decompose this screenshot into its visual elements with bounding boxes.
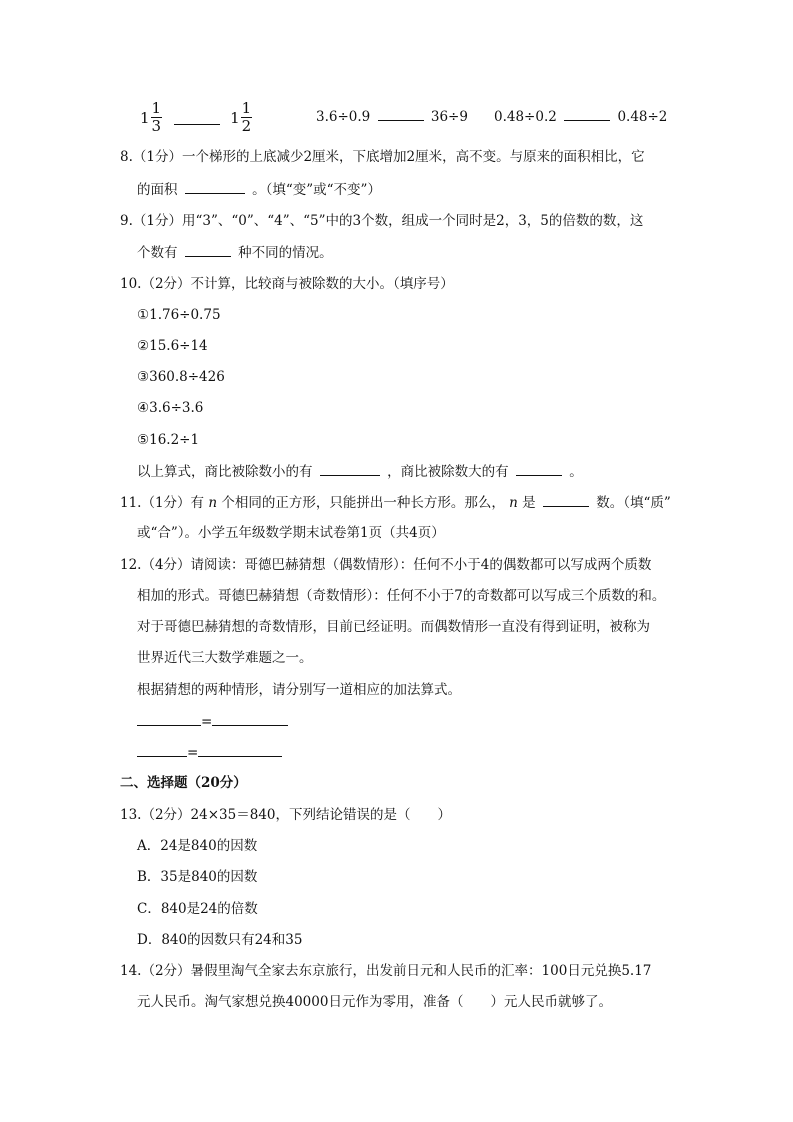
q11-line2: 或“合”）。小学五年级数学期末试卷第1页（共4页） bbox=[137, 525, 445, 541]
q14-line2: 元人民币。淘气家想兑换40000日元作为零用，准备（ ）元人民币就够了。 bbox=[137, 994, 612, 1010]
text: 。（填“变”或“不变”） bbox=[252, 182, 381, 198]
text: 。 bbox=[569, 464, 583, 480]
answer-blank[interactable] bbox=[137, 712, 201, 726]
q13-option-c[interactable]: C．840是24的倍数 bbox=[137, 901, 258, 917]
q10-stem: 10.（2分）不计算，比较商与被除数的大小。（填序号） bbox=[120, 276, 454, 292]
fraction bbox=[241, 100, 253, 135]
equals-sign: = bbox=[201, 714, 213, 730]
mixed-whole: 1 bbox=[230, 108, 240, 127]
answer-blank[interactable] bbox=[564, 107, 610, 121]
mixed-number-1-1-2 bbox=[230, 100, 252, 135]
q12-equation-1 bbox=[137, 712, 288, 731]
answer-blank[interactable] bbox=[543, 493, 589, 507]
answer-blank[interactable] bbox=[174, 111, 220, 125]
q12-line2: 相加的形式。哥德巴赫猜想（奇数情形）：任何不小于7的奇数都可以写成三个质数的和。 bbox=[137, 588, 666, 604]
equals-sign: = bbox=[187, 745, 199, 761]
answer-blank[interactable] bbox=[185, 243, 231, 257]
text: 个数有 bbox=[137, 245, 178, 261]
answer-blank[interactable] bbox=[516, 462, 562, 476]
answer-blank[interactable] bbox=[198, 743, 282, 757]
text: 种不同的情况。 bbox=[238, 245, 333, 261]
q13-option-d[interactable]: D．840的因数只有24和35 bbox=[137, 932, 303, 948]
text: 以上算式，商比被除数小的有 bbox=[137, 464, 313, 480]
answer-blank[interactable] bbox=[212, 712, 288, 726]
q10-item-1: ①1.76÷0.75 bbox=[137, 307, 221, 323]
fraction bbox=[151, 100, 163, 135]
q12-equation-2 bbox=[137, 743, 282, 762]
text: ，商比被除数大的有 bbox=[387, 464, 509, 480]
numerator: 1 bbox=[151, 99, 162, 117]
q9-line1: 9.（1分）用“3”、“0”、“4”、“5”中的3个数，组成一个同时是2，3，5的倍数的数，这 bbox=[120, 213, 644, 229]
answer-blank[interactable] bbox=[137, 743, 187, 757]
variable-n: n bbox=[208, 495, 218, 511]
text: 数。（填“质” bbox=[596, 495, 671, 511]
section-heading: 二、选择题（20分） bbox=[120, 775, 247, 791]
expr-right: 36÷9 bbox=[430, 109, 468, 125]
numerator: 1 bbox=[241, 99, 252, 117]
mixed-whole: 1 bbox=[140, 108, 150, 127]
q12-line4: 世界近代三大数学难题之一。 bbox=[137, 650, 313, 666]
text: 的面积 bbox=[137, 182, 178, 198]
q10-item-5: ⑤16.2÷1 bbox=[137, 432, 200, 448]
q13-option-a[interactable]: A．24是840的因数 bbox=[137, 838, 258, 854]
q12-line1: 12.（4分）请阅读：哥德巴赫猜想（偶数情形）：任何不小于4的偶数都可以写成两个质数 bbox=[120, 557, 652, 573]
expr-left: 3.6÷0.9 bbox=[316, 109, 371, 125]
q10-item-3: ③360.8÷426 bbox=[137, 369, 225, 385]
mixed-number-1-1-3 bbox=[140, 100, 162, 135]
q10-item-2: ②15.6÷14 bbox=[137, 338, 208, 354]
q7-expr2 bbox=[316, 107, 468, 126]
variable-n: n bbox=[509, 495, 518, 511]
expr-left: 0.48÷0.2 bbox=[494, 109, 557, 125]
expr-right: 0.48÷2 bbox=[617, 109, 668, 125]
q10-answer-line bbox=[137, 462, 583, 481]
q7-left-compare bbox=[140, 100, 252, 135]
denominator: 3 bbox=[151, 117, 162, 135]
q13-option-b[interactable]: B．35是840的因数 bbox=[137, 869, 258, 885]
text: 个相同的正方形，只能拼出一种长方形。那么， bbox=[221, 495, 505, 511]
q8-line2 bbox=[137, 180, 381, 199]
answer-blank[interactable] bbox=[185, 180, 245, 194]
q7-expr3 bbox=[494, 107, 667, 126]
q8-line1: 8.（1分）一个梯形的上底减少2厘米，下底增加2厘米，高不变。与原来的面积相比，它 bbox=[120, 149, 645, 165]
denominator: 2 bbox=[241, 117, 252, 135]
answer-blank[interactable] bbox=[378, 107, 424, 121]
text: 是 bbox=[522, 495, 536, 511]
q12-line5: 根据猜想的两种情形，请分别写一道相应的加法算式。 bbox=[137, 682, 461, 698]
answer-blank[interactable] bbox=[320, 462, 380, 476]
text: 11.（1分）有 bbox=[120, 495, 205, 511]
q10-item-4: ④3.6÷3.6 bbox=[137, 400, 204, 416]
q12-line3: 对于哥德巴赫猜想的奇数情形，目前已经证明。而偶数情形一直没有得到证明，被称为 bbox=[137, 619, 650, 635]
q13-stem: 13.（2分）24×35＝840，下列结论错误的是（ ） bbox=[120, 807, 451, 823]
q9-line2 bbox=[137, 243, 333, 262]
q11-line1 bbox=[120, 493, 671, 512]
q14-line1: 14.（2分）暑假里淘气全家去东京旅行，出发前日元和人民币的汇率：100日元兑换5.17 bbox=[120, 963, 652, 979]
